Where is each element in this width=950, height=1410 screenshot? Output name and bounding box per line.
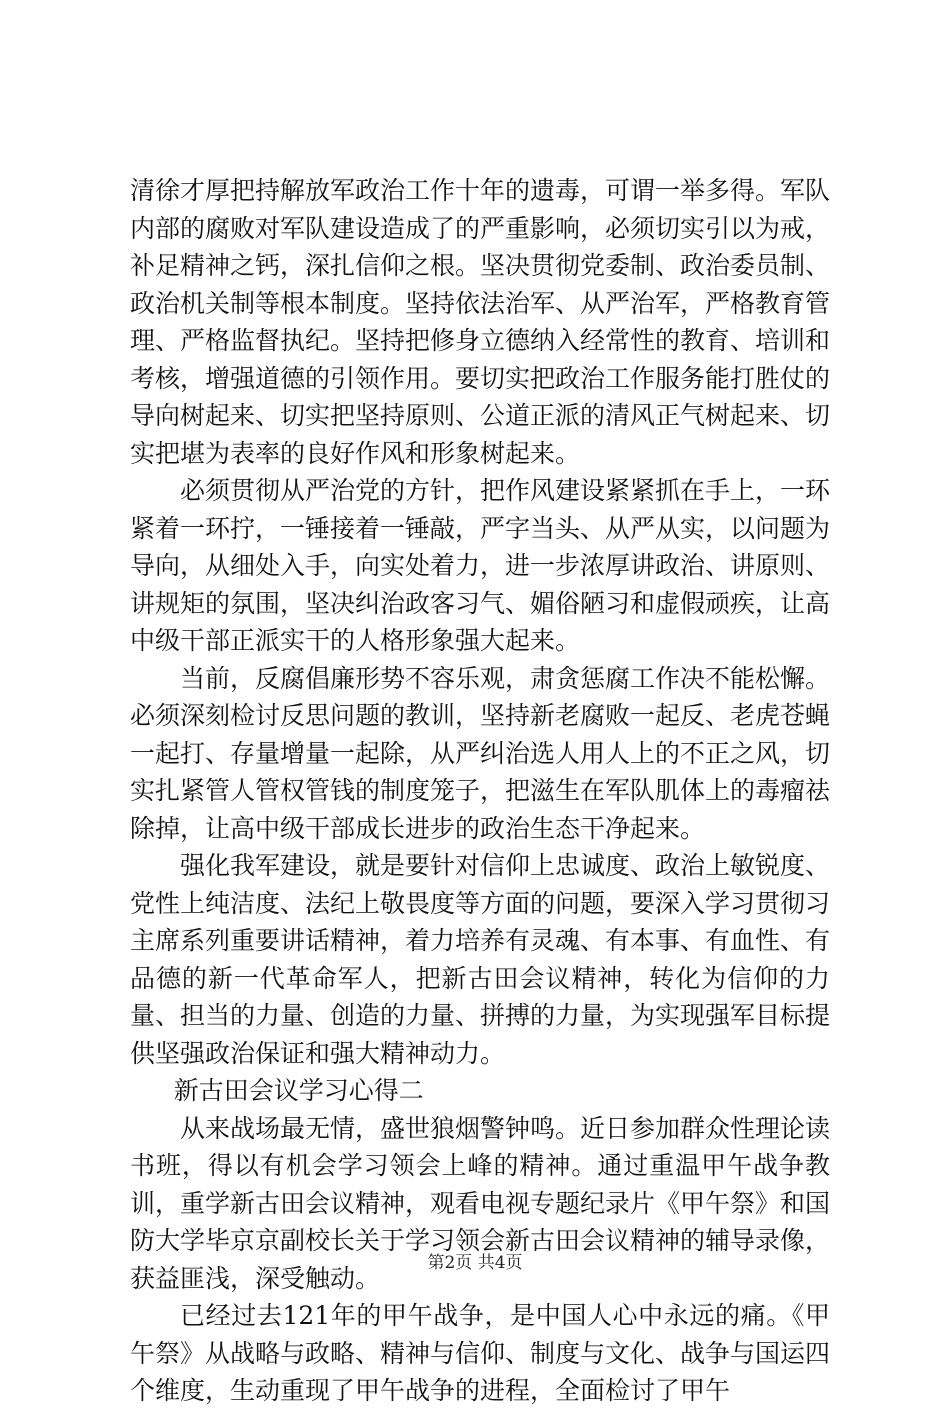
document-body bbox=[130, 172, 830, 1410]
paragraph-6: 已经过去121年的甲午战争，是中国人心中永远的痛。《甲午祭》从战略与政略、精神与信仰、制度与文化、战争与国运四个维度，生动重现了甲午战争的进程，全面检讨了甲午 bbox=[130, 1301, 831, 1405]
paragraph-1: 清徐才厚把持解放军政治工作十年的遗毒，可谓一举多得。军队内部的腐败对军队建设造成了的严重影响，必须切实引以为戒，补足精神之钙，深扎信仰之根。坚决贯彻党委制、政治委员制、政治机关制等根本制度。坚持依法治军、从严治军，严格教育管理、严格监督执纪。坚持把修身立德纳入经常性的教育、培训和考核，增强道德的引领作用。要切实把政治工作服务能打胜仗的导向树起来、切实把坚持原则、公道正派的清风正气树起来、切实把堪为表率的良好作风和形象树起来。 bbox=[130, 176, 831, 468]
paragraph-2: 必须贯彻从严治党的方针，把作风建设紧紧抓在手上，一环紧着一环拧，一锤接着一锤敲，严字当头、从严从实，以问题为导向，从细处入手，向实处着力，进一步浓厚讲政治、讲原则、讲规矩的氛围，坚决纠治政客习气、媚俗陋习和虚假顽疾，让高中级干部正派实干的人格形象强大起来。 bbox=[130, 476, 831, 655]
paragraph-4: 强化我军建设，就是要针对信仰上忠诚度、政治上敏锐度、党性上纯洁度、法纪上敬畏度等方面的问题，要深入学习贯彻习主席系列重要讲话精神，着力培养有灵魂、有本事、有血性、有品德的新一代革命军人，把新古田会议精神，转化为信仰的力量、担当的力量、创造的力量、拼搏的力量，为实现强军目标提供坚强政治保证和强大精神动力。 bbox=[130, 851, 831, 1068]
paragraph-3: 当前，反腐倡廉形势不容乐观，肃贪惩腐工作决不能松懈。必须深刻检讨反思问题的教训，坚持新老腐败一起反、老虎苍蝇一起打、存量增量一起除，从严纠治选人用人上的不正之风，切实扎紧管人管权管钱的制度笼子，把滋生在军队肌体上的毒瘤祛除掉，让高中级干部成长进步的政治生态干净起来。 bbox=[130, 663, 831, 843]
section-heading: 新古田会议学习心得二 bbox=[173, 1076, 424, 1105]
page-footer: 第2页 共4页 bbox=[427, 1253, 523, 1273]
paragraph-5: 从来战场最无情，盛世狼烟警钟鸣。近日参加群众性理论读书班，得以有机会学习领会上峰的精神。通过重温甲午战争教训，重学新古田会议精神，观看电视专题纪录片《甲午祭》和国防大学毕京京副校长关于学习领会新古田会议精神的辅导录像，获益匪浅，深受触动。 bbox=[130, 1113, 831, 1293]
